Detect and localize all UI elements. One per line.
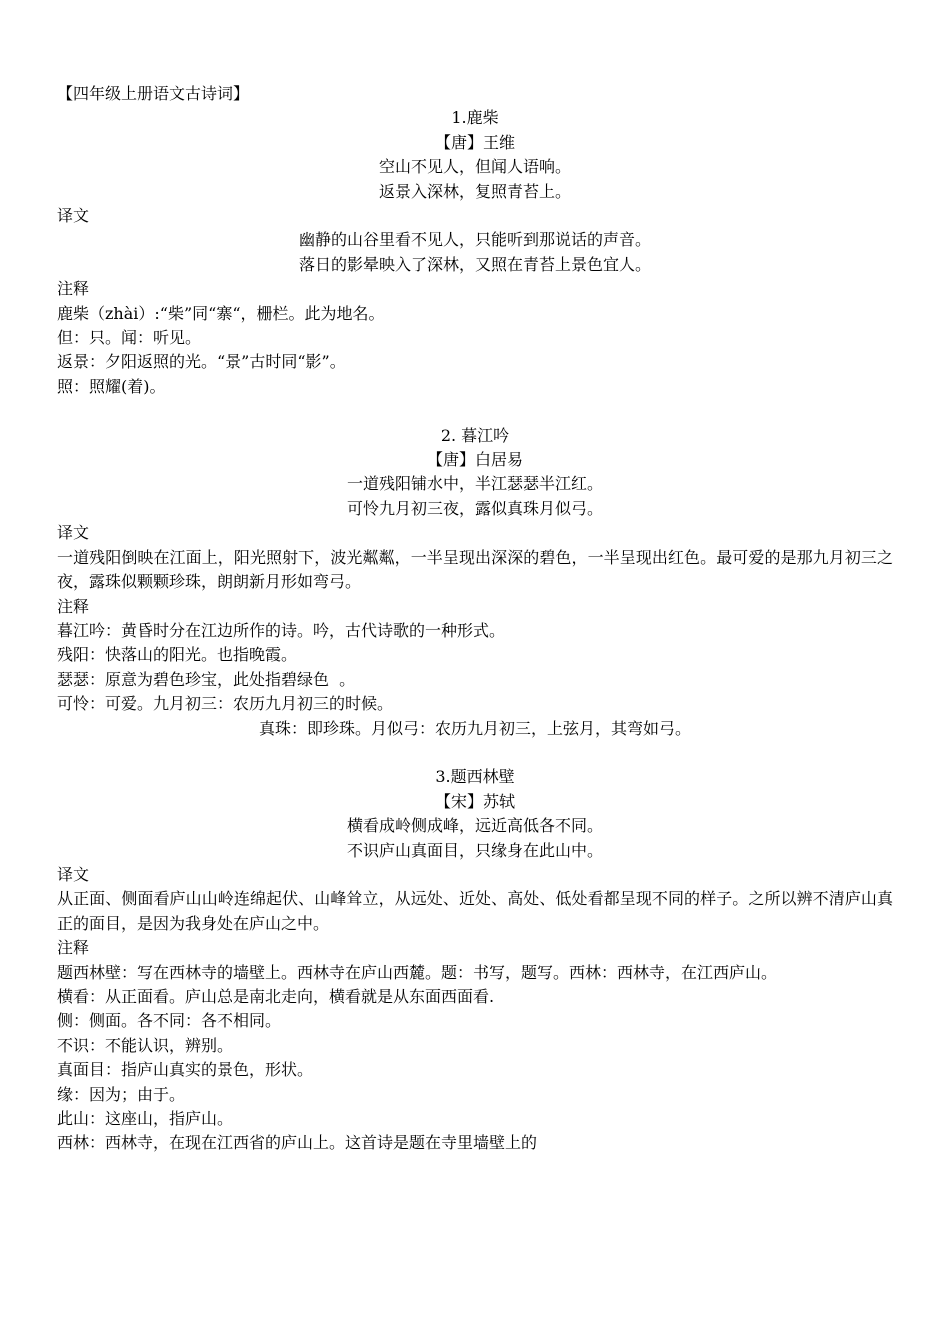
poem-title: 1.鹿柴 [451, 108, 499, 128]
translation-label: 译文 [57, 864, 90, 884]
section-spacer [57, 741, 893, 765]
poem-line: 空山不见人，但闻人语响。 [378, 157, 571, 177]
notes-label: 注释 [57, 596, 90, 616]
section-spacer [57, 399, 893, 423]
note-item: 返景：夕阳返照的光。“景”古时同“影”。 [57, 352, 346, 372]
translation-label: 译文 [57, 206, 90, 226]
poem-author: 【宋】苏轼 [434, 791, 515, 811]
poem-line: 横看成岭侧成峰，远近高低各不同。 [346, 816, 603, 836]
poem-title: 2. 暮江吟 [440, 425, 510, 445]
poem-author: 【唐】王维 [434, 132, 515, 152]
note-item: 可怜：可爱。九月初三：农历九月初三的时候。 [57, 694, 394, 714]
note-item: 不识：不能认识，辨别。 [57, 1035, 234, 1055]
poem-section-1 [57, 106, 893, 399]
note-item: 缘：因为；由于。 [57, 1084, 186, 1104]
note-item-centered: 真珠：即珍珠。月似弓：农历九月初三，上弦月，其弯如弓。 [258, 718, 691, 738]
translation-line: 幽静的山谷里看不见人，只能听到那说话的声音。 [298, 230, 651, 250]
note-item: 照：照耀(着)。 [57, 376, 166, 396]
note-item: 侧：侧面。各不同：各不相同。 [57, 1011, 282, 1031]
note-item: 鹿柴（zhài）:“柴”同“寨“，栅栏。此为地名。 [57, 303, 385, 323]
note-item: 但：只。闻：听见。 [57, 328, 202, 348]
note-item: 横看：从正面看。庐山总是南北走向，横看就是从东面西面看. [57, 987, 495, 1006]
note-item: 真面目：指庐山真实的景色，形状。 [57, 1060, 314, 1080]
poem-line: 可怜九月初三夜，露似真珠月似弓。 [346, 498, 603, 518]
poem-section-3 [57, 765, 893, 1156]
note-item: 瑟瑟：原意为碧色珍宝，此处指碧绿色 。 [57, 669, 356, 689]
poem-section-2 [57, 424, 893, 741]
note-item: 暮江吟：黄昏时分在江边所作的诗。吟，古代诗歌的一种形式。 [57, 620, 506, 640]
translation-label: 译文 [57, 523, 90, 543]
note-item: 西林：西林寺，在现在江西省的庐山上。这首诗是题在寺里墙壁上的 [57, 1133, 538, 1153]
poem-line: 不识庐山真面目，只缘身在此山中。 [346, 840, 603, 860]
note-item: 题西林壁：写在西林寺的墙壁上。西林寺在庐山西麓。题：书写，题写。西林：西林寺，在江西庐山。 [57, 962, 778, 982]
document-header: 【四年级上册语文古诗词】 [57, 84, 250, 103]
translation-line: 落日的影晕映入了深林，又照在青苔上景色宜人。 [298, 254, 651, 274]
note-item: 残阳：快落山的阳光。也指晚霞。 [57, 645, 298, 665]
translation-paragraph: 从正面、侧面看庐山山岭连绵起伏、山峰耸立，从远处、近处、高处、低处看都呈现不同的样子。之所以辨不清庐山真正的面目，是因为我身处在庐山之中。 [57, 889, 893, 933]
poem-author: 【唐】白居易 [426, 450, 523, 470]
translation-paragraph: 一道残阳倒映在江面上，阳光照射下，波光粼粼，一半呈现出深深的碧色，一半呈现出红色。最可爱的是那九月初三之夜，露珠似颗颗珍珠，朗朗新月形如弯弓。 [57, 547, 893, 592]
note-item: 此山：这座山，指庐山。 [57, 1109, 234, 1129]
notes-label: 注释 [57, 279, 90, 299]
poem-title: 3.题西林壁 [435, 767, 515, 787]
notes-label: 注释 [57, 938, 90, 958]
document-page [57, 82, 893, 1156]
poem-line: 返景入深林，复照青苔上。 [378, 181, 571, 201]
poem-line: 一道残阳铺水中，半江瑟瑟半江红。 [346, 474, 603, 494]
